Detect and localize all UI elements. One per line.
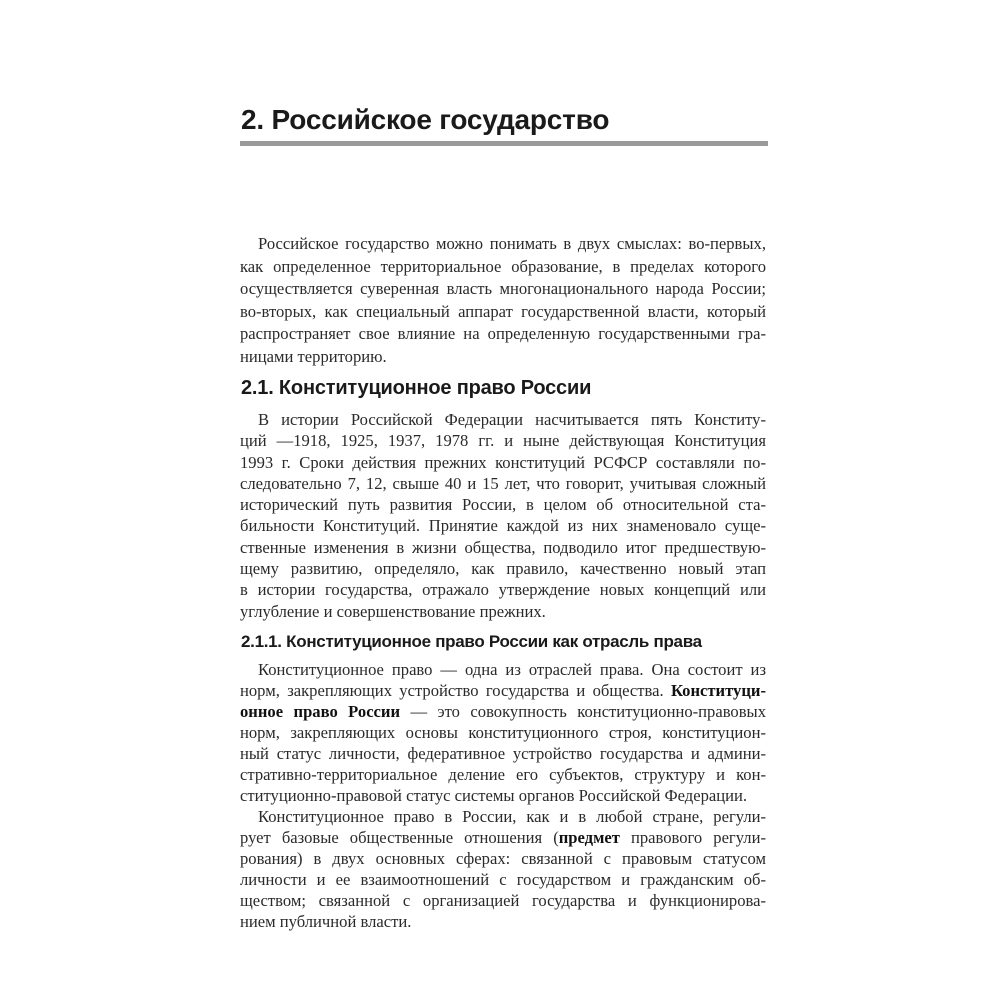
text-segment: 1993 г. Сроки действия прежних конституций РСФСР составляли по- <box>240 452 766 472</box>
chapter-title: 2. Российское государство <box>241 104 610 135</box>
text-line <box>240 764 766 785</box>
constitution-history-paragraph <box>240 409 766 622</box>
text-line <box>240 494 766 515</box>
text-segment: ницами территорию. <box>240 346 387 366</box>
text-line <box>240 848 766 869</box>
text-line <box>240 659 766 680</box>
text-line <box>240 785 766 806</box>
text-segment: ществом; связанной с организацией государства и функционирова- <box>240 891 766 910</box>
text-line <box>240 233 766 256</box>
text-segment: исторический путь развития России, в целом об относительной ста- <box>240 495 766 515</box>
bold-term: онное право России <box>240 702 401 721</box>
text-segment: как определенное территориальное образование, в пределах которого <box>240 256 766 276</box>
text-segment: Конституционное право — одна из отраслей права. Она состоит из <box>258 660 766 679</box>
definition-paragraph <box>240 659 766 806</box>
text-line <box>240 515 766 536</box>
text-segment: во-вторых, как специальный аппарат государственной власти, который <box>240 301 766 321</box>
text-line <box>240 806 766 827</box>
text-segment: распространяет свое влияние на определенную государственными гра- <box>240 324 766 344</box>
text-line <box>240 743 766 764</box>
text-line <box>240 278 766 301</box>
text-segment: норм, закрепляющих устройство государства и общества. <box>240 681 671 700</box>
title-underline-rule <box>240 141 768 146</box>
text-line <box>240 409 766 430</box>
bold-term: Конституци- <box>670 681 766 700</box>
text-line <box>240 346 766 369</box>
text-line <box>240 890 766 911</box>
intro-paragraph <box>240 233 766 369</box>
text-line <box>240 558 766 579</box>
text-line <box>240 430 766 451</box>
text-line <box>240 323 766 346</box>
text-line <box>240 256 766 279</box>
text-segment: углубление и совершенствование прежних. <box>240 601 546 621</box>
text-line <box>240 301 766 324</box>
text-segment: осуществляется суверенная власть многонационального народа России; <box>240 279 766 299</box>
text-line <box>240 911 766 932</box>
text-line <box>240 452 766 473</box>
text-line <box>240 601 766 622</box>
text-segment: ственные изменения в жизни общества, подводило итог предшествую- <box>240 537 766 557</box>
text-segment: рует базовые общественные отношения ( <box>240 828 559 847</box>
subsection-heading: 2.1.1. Конституционное право России как отрасль права <box>241 632 702 651</box>
text-line <box>240 579 766 600</box>
text-segment: щему развитию, определяло, как правило, качественно новый этап <box>240 559 766 579</box>
text-segment: В истории Российской Федерации насчитывается пять Конститу- <box>258 410 766 429</box>
text-line <box>240 827 766 848</box>
text-line <box>240 680 766 701</box>
text-segment: личности и ее взаимоотношений с государством и гражданским об- <box>240 870 766 889</box>
text-segment: Российское государство можно понимать в двух смыслах: во-первых, <box>258 234 766 253</box>
section-heading: 2.1. Конституционное право России <box>241 377 592 399</box>
text-segment: норм, закрепляющих основы конституционного строя, конституцион- <box>240 723 766 742</box>
text-segment: нием публичной власти. <box>240 912 412 931</box>
text-segment: стративно-территориальное деление его субъектов, структуру и кон- <box>240 765 766 784</box>
text-line <box>240 722 766 743</box>
text-segment: ный статус личности, федеративное устройство государства и админи- <box>240 744 766 763</box>
text-line <box>240 701 766 722</box>
text-segment: ций —1918, 1925, 1937, 1978 гг. и ныне действующая Конституция <box>240 431 766 451</box>
text-line <box>240 869 766 890</box>
text-segment: следовательно 7, 12, свыше 40 и 15 лет, что говорит, учитывая сложный <box>240 473 766 493</box>
text-segment: в истории государства, отражало утверждение новых концепций или <box>240 580 766 600</box>
text-segment: — это совокупность конституционно-правовых <box>400 702 767 721</box>
text-line <box>240 537 766 558</box>
text-segment: правового регули- <box>619 828 766 847</box>
text-segment: бильности Конституций. Принятие каждой из них знаменовало суще- <box>240 516 766 536</box>
text-segment: ституционно-правовой статус системы органов Российской Федерации. <box>240 786 748 805</box>
text-line <box>240 473 766 494</box>
bold-term: предмет <box>558 828 620 847</box>
text-segment: Конституционное право в России, как и в любой стране, регули- <box>258 807 766 826</box>
subject-paragraph <box>240 806 766 932</box>
text-segment: рования) в двух основных сферах: связанной с правовым статусом <box>240 849 766 868</box>
